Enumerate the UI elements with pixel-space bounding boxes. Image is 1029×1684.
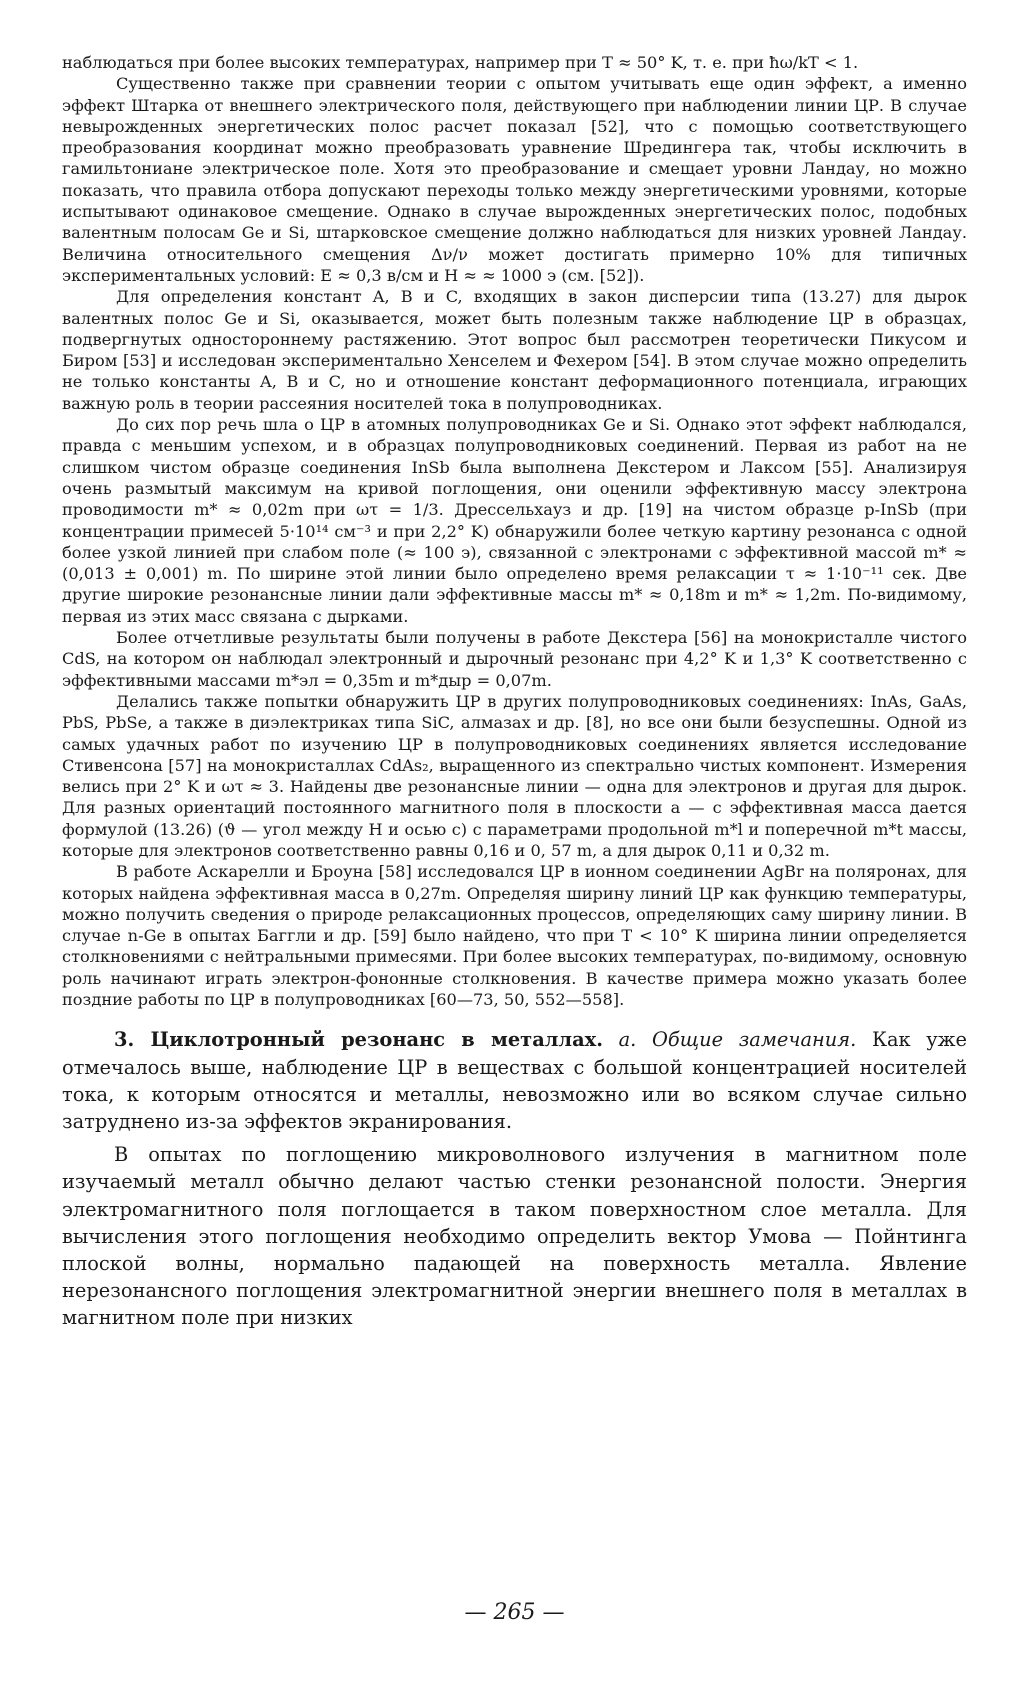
paragraph-agbr: В работе Аскарелли и Броуна [58] исследовался ЦР в ионном соединении AgBr на поляронах, для которых найдена эффективная масса в 0,27m. Определяя ширину линий ЦР как функцию температуры, можно получить сведения о природе релаксационных процессов, определяющих саму ширину линии. В случае n-Ge в опытах Баггли и др. [59] было найдено, что при T < 10° K ширина линии определяется столкновениями с нейтральными примесями. При более высоких температурах, по-видимому, основную роль начинают играть электрон-фононные столкновения. В качестве примера можно указать более поздние работы по ЦР в полупроводниках [60—73, 50, 552—558].: [62, 862, 967, 1010]
section-subheading: а. Общие замечания.: [618, 1028, 857, 1052]
paragraph-constants: Для определения констант A, B и C, входящих в закон дисперсии типа (13.27) для дырок валентных полос Ge и Si, оказывается, может быть полезным также наблюдение ЦР в образцах, подвергнутых одностороннему растяжению. Этот вопрос был рассмотрен теоретически Пикусом и Биром [53] и исследован экспериментально Хенселем и Фехером [54]. В этом случае можно определить не только константы A, B и C, но и отношение констант деформационного потенциала, играющих важную роль в теории рассеяния носителей тока в полупроводниках.: [62, 287, 967, 413]
section-heading: 3. Циклотронный резонанс в металлах.: [114, 1028, 603, 1052]
main-text-block: [62, 1026, 967, 1331]
paragraph-continued: наблюдаться при более высоких температурах, например при T ≈ 50° K, т. е. при ħω/kT < 1.: [62, 53, 859, 72]
paragraph-stark-effect: Существенно также при сравнении теории с опытом учитывать еще один эффект, а именно эффект Штарка от внешнего электрического поля, действующего при наблюдении линии ЦР. В случае невырожденных энергетических полос расчет показал [52], что с помощью соответствующего преобразования координат можно преобразовать уравнение Шредингера так, чтобы исключить в гамильтониане электрическое поле. Хотя это преобразование и смещает уровни Ландау, но можно показать, что правила отбора допускают переходы только между энергетическими уровнями, которые испытывают одинаковое смещение. Однако в случае вырожденных энергетических полос, подобных валентным полосам Ge и Si, штарковское смещение должно наблюдаться для низких уровней Ландау. Величина относительного смещения Δν/ν может достигать примерно 10% для типичных экспериментальных условий: E ≈ 0,3 в/см и H ≈ ≈ 1000 э (см. [52]).: [62, 74, 967, 285]
paragraph-other-compounds: Делались также попытки обнаружить ЦР в других полупроводниковых соединениях: InAs, GaAs, PbS, PbSe, а также в диэлектриках типа SiC, алмазах и др. [8], но все они были безуспешны. Одной из самых удачных работ по изучению ЦР в полупроводниковых соединениях является исследование Стивенсона [57] на монокристаллах CdAs₂, выращенного из спектрально чистых компонент. Измерения велись при 2° K и ωτ ≈ 3. Найдены две резонансные линии — одна для электронов и другая для дырок. Для разных ориентаций постоянного магнитного поля в плоскости a — c эффективная масса дается формулой (13.26) (ϑ — угол между H и осью c) с параметрами продольной m*l и поперечной m*t массы, которые для электронов соответственно равны 0,16 и 0, 57 m, а для дырок 0,11 и 0,32 m.: [62, 691, 967, 860]
book-page: [62, 52, 967, 1332]
page-number: — 265 —: [464, 1600, 565, 1625]
paragraph-microwave: В опытах по поглощению микроволнового излучения в магнитном поле изучаемый металл обычно делают частью стенки резонансной полости. Энергия электромагнитного поля поглощается в таком поверхностном слое металла. Для вычисления этого поглощения необходимо определить вектор Умова — Пойнтинга плоской волны, нормально падающей на поверхность металла. Явление нерезонансного поглощения электромагнитной энергии внешнего поля в металлах в магнитном поле при низких: [62, 1143, 967, 1330]
small-print-block: [62, 52, 967, 1010]
section-lead: Как уже отмечалось выше, наблюдение ЦР в веществах с большой концентрацией носителей тока, к которым относятся и металлы, невозможно или во всяком случае сильно затруднено из-за эффектов экранирования.: [62, 1028, 967, 1133]
paragraph-compounds: До сих пор речь шла о ЦР в атомных полупроводниках Ge и Si. Однако этот эффект наблюдался, правда с меньшим успехом, и в образцах полупроводниковых соединений. Первая из работ на не слишком чистом образце соединения InSb была выполнена Декстером и Лаксом [55]. Анализируя очень размытый максимум на кривой поглощения, они оценили эффективную массу электрона проводимости m* ≈ 0,02m при ωτ = 1/3. Дрессельхауз и др. [19] на чистом образце p-InSb (при концентрации примесей 5·10¹⁴ см⁻³ и при 2,2° K) обнаружили более четкую картину резонанса с одной более узкой линией при слабом поле (≈ 100 э), связанной с электронами с эффективной массой m* ≈ (0,013 ± 0,001) m. По ширине этой линии было определено время релаксации τ ≈ 1·10⁻¹¹ сек. Две другие широкие резонансные линии дали эффективные массы m* ≈ 0,18m и m* ≈ 1,2m. По-видимому, первая из этих масс связана с дырками.: [62, 415, 967, 626]
paragraph-cds: Более отчетливые результаты были получены в работе Декстера [56] на монокристалле чистого CdS, на котором он наблюдал электронный и дырочный резонанс при 4,2° K и 1,3° K соответственно с эффективными массами m*эл = 0,35m и m*дыр = 0,07m.: [62, 628, 967, 690]
section-paragraph: [62, 1026, 967, 1135]
